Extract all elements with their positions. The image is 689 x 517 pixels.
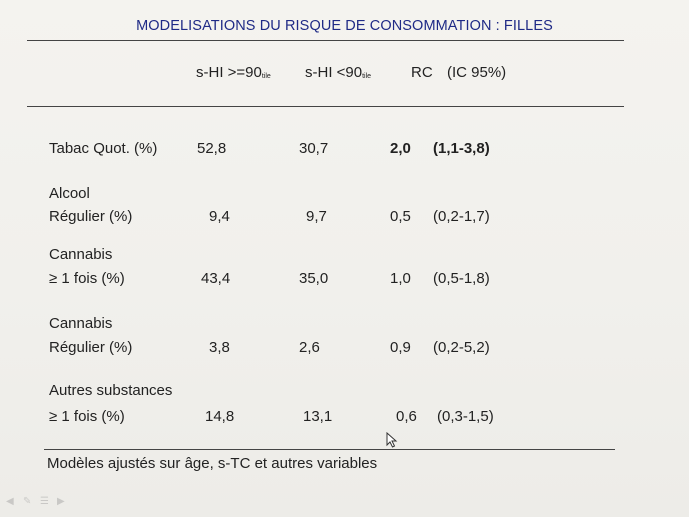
- row-autres-ic: (0,3-1,5): [437, 408, 494, 425]
- row-label-tabac: Tabac Quot. (%): [49, 140, 158, 157]
- row-autres-v2: 13,1: [303, 408, 333, 425]
- footer-divider: [44, 449, 615, 450]
- row-label-cannabis-2: Cannabis: [49, 315, 113, 332]
- row-cannabis-1-v1: 43,4: [201, 270, 231, 287]
- header-col-shi-high-sub: tile: [261, 73, 271, 80]
- row-cannabis-2-v1: 3,8: [209, 339, 230, 356]
- row-label-autres: Autres substances: [49, 382, 173, 399]
- row-label-alcool-sub: Régulier (%): [49, 208, 133, 225]
- row-label-cannabis-1-sub: ≥ 1 fois (%): [49, 270, 125, 287]
- row-tabac-v2: 30,7: [299, 140, 329, 157]
- row-alcool-v1: 9,4: [209, 208, 230, 225]
- row-cannabis-2-v2: 2,6: [299, 339, 320, 356]
- footnote: Modèles ajustés sur âge, s-TC et autres variables: [47, 455, 378, 472]
- row-cannabis-1-rc: 1,0: [390, 270, 411, 287]
- slideshow-toolbar: [6, 497, 67, 509]
- row-cannabis-1-ic: (0,5-1,8): [433, 270, 490, 287]
- row-label-cannabis-2-sub: Régulier (%): [49, 339, 133, 356]
- row-tabac-rc: 2,0: [390, 140, 411, 157]
- row-tabac-v1: 52,8: [197, 140, 227, 157]
- pen-icon[interactable]: ✎: [23, 496, 32, 507]
- menu-icon[interactable]: ☰: [40, 496, 49, 507]
- row-autres-v1: 14,8: [205, 408, 235, 425]
- row-label-autres-sub: ≥ 1 fois (%): [49, 408, 125, 425]
- header-col-ic: (IC 95%): [447, 64, 507, 81]
- row-alcool-rc: 0,5: [390, 208, 411, 225]
- top-divider: [27, 40, 624, 41]
- row-alcool-ic: (0,2-1,7): [433, 208, 490, 225]
- header-col-shi-high: [196, 64, 271, 81]
- mouse-pointer-icon: [386, 432, 398, 448]
- slide-title: MODELISATIONS DU RISQUE DE CONSOMMATION : FILLES: [136, 18, 553, 34]
- header-col-shi-low-sub: tile: [362, 73, 372, 80]
- next-arrow-icon[interactable]: ▶: [57, 496, 65, 507]
- row-cannabis-2-rc: 0,9: [390, 339, 411, 356]
- row-label-cannabis-1: Cannabis: [49, 246, 113, 263]
- row-tabac-ic: (1,1-3,8): [433, 140, 490, 157]
- header-col-shi-low-main: s-HI <90: [305, 64, 363, 81]
- header-col-shi-high-main: s-HI >=90: [196, 64, 262, 81]
- header-col-rc: RC: [411, 64, 433, 81]
- prev-arrow-icon[interactable]: ◀: [6, 496, 14, 507]
- row-cannabis-1-v2: 35,0: [299, 270, 329, 287]
- header-divider: [27, 106, 624, 107]
- row-label-alcool: Alcool: [49, 185, 90, 202]
- row-cannabis-2-ic: (0,2-5,2): [433, 339, 490, 356]
- header-col-shi-low: [305, 64, 371, 81]
- row-autres-rc: 0,6: [396, 408, 417, 425]
- row-alcool-v2: 9,7: [306, 208, 327, 225]
